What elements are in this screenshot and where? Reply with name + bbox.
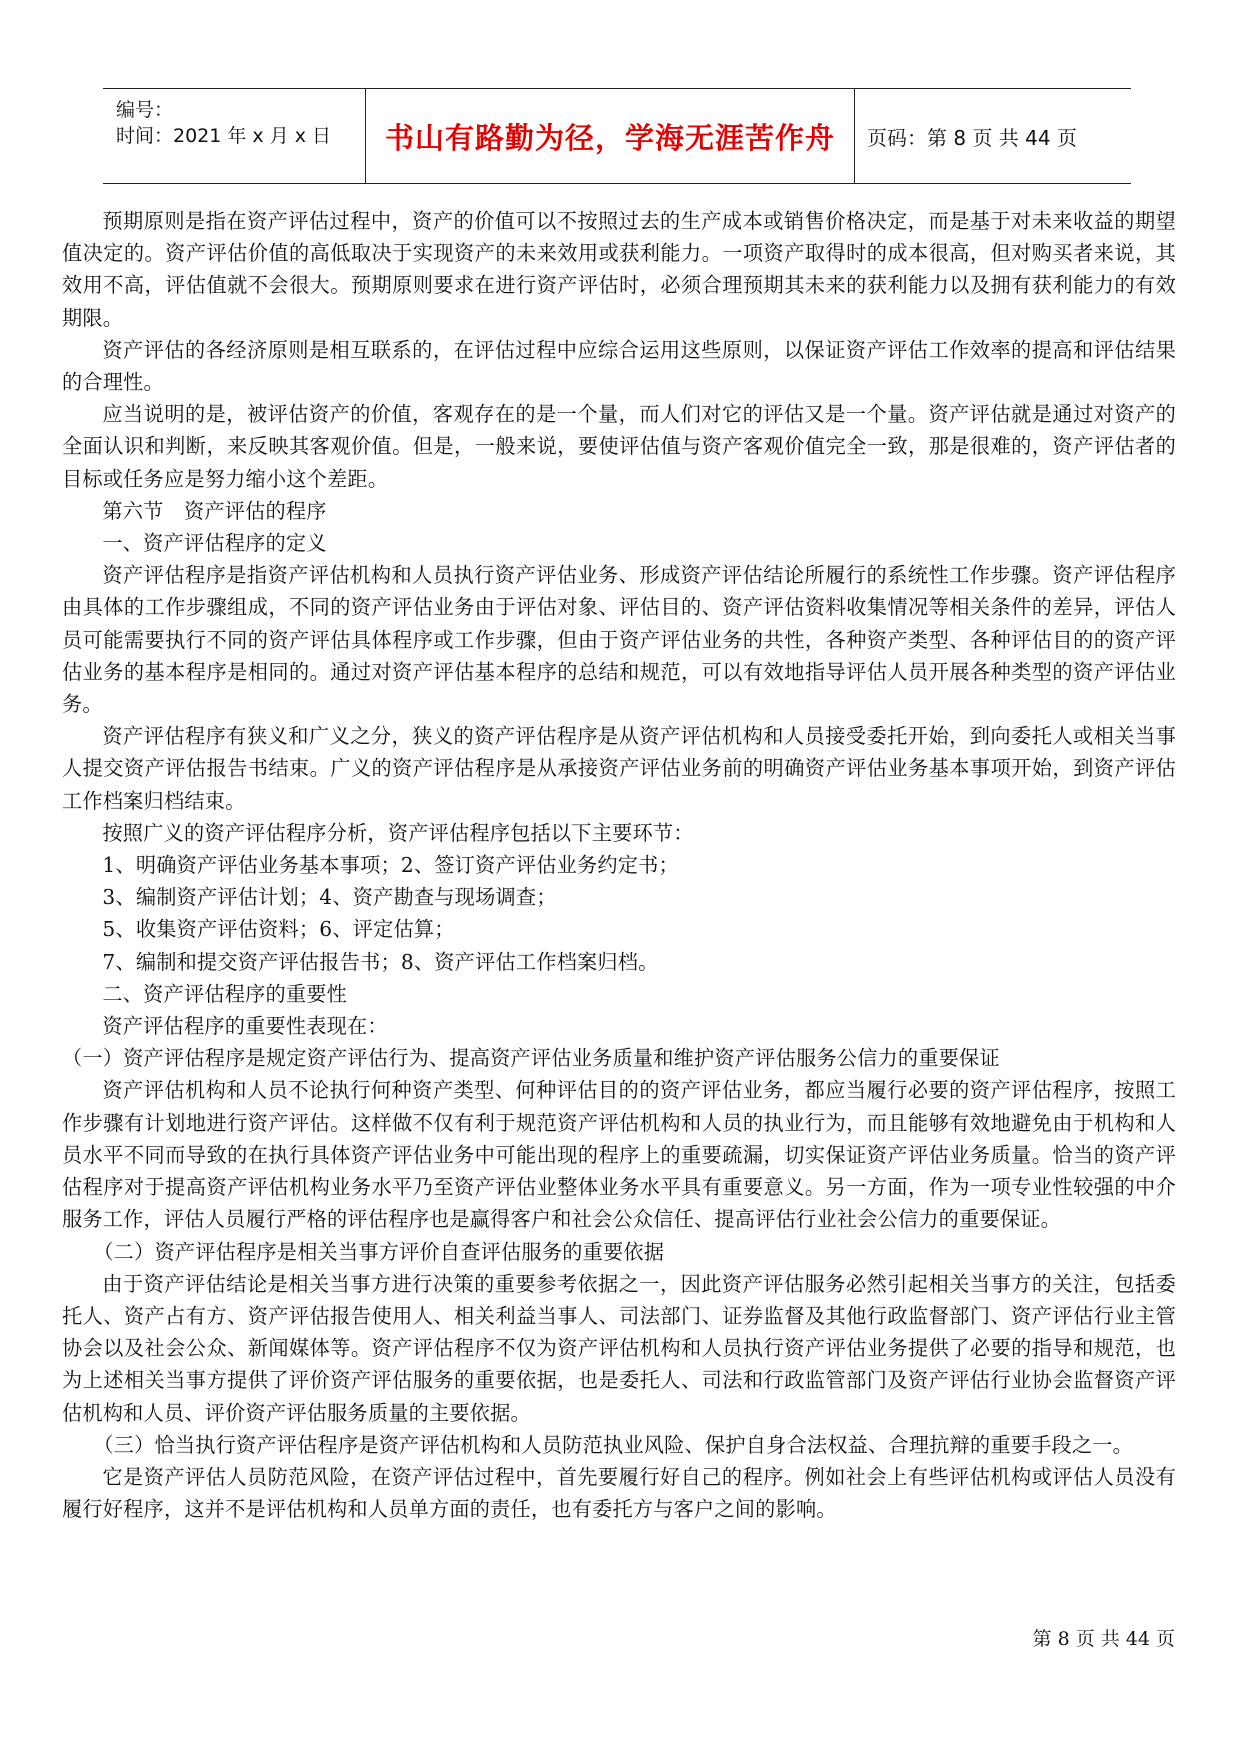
paragraph: 资产评估程序的重要性表现在： bbox=[102, 1014, 388, 1039]
header-motto: 书山有路勤为径，学海无涯苦作舟 bbox=[384, 120, 835, 155]
page-footer: 第 8 页 共 44 页 bbox=[1032, 1628, 1175, 1650]
page-header bbox=[103, 88, 1131, 184]
serial-label: 编号： bbox=[116, 99, 174, 121]
list-item: 5、收集资产评估资料；6、评定估算； bbox=[102, 917, 455, 942]
paragraph: 按照广义的资产评估程序分析，资产评估程序包括以下主要环节： bbox=[102, 820, 694, 845]
paragraph: 资产评估的各经济原则是相互联系的，在评估过程中应综合运用这些原则，以保证资产评估工作效率的提高和评估结果的合理性。 bbox=[62, 337, 1176, 395]
subsection-heading: 二、资产评估程序的重要性 bbox=[102, 981, 348, 1006]
header-left-cell bbox=[103, 89, 365, 183]
paragraph: 它是资产评估人员防范风险，在资产评估过程中，首先要履行好自己的程序。例如社会上有些评估机构或评估人员没有履行好程序，这并不是评估机构和人员单方面的责任，也有委托方与客户之间的影响。 bbox=[62, 1464, 1176, 1522]
paragraph: 由于资产评估结论是相关当事方进行决策的重要参考依据之一，因此资产评估服务必然引起相关当事方的关注，包括委托人、资产占有方、资产评估报告使用人、相关利益当事人、司法部门、证券监督及其他行政监督部门、资产评估行业主管协会以及社会公众、新闻媒体等。资产评估程序不仅为资产评估机构和人员执行资产评估业务提供了必要的指导和规范，也为上述相关当事方提供了评价资产评估服务的重要依据，也是委托人、司法和行政监管部门及资产评估行业协会监督资产评估机构和人员、评价资产评估服务质量的主要依据。 bbox=[62, 1271, 1176, 1425]
section-heading: 第六节 资产评估的程序 bbox=[102, 498, 327, 523]
list-item: 7、编制和提交资产评估报告书；8、资产评估工作档案归档。 bbox=[102, 949, 659, 974]
list-item: 1、明确资产评估业务基本事项；2、签订资产评估业务约定书； bbox=[102, 853, 679, 878]
header-right-cell bbox=[855, 89, 1131, 183]
paragraph: 资产评估程序有狭义和广义之分，狭义的资产评估程序是从资产评估机构和人员接受委托开始，到向委托人或相关当事人提交资产评估报告书结束。广义的资产评估程序是从承接资产评估业务前的明确资产评估业务基本事项开始，到资产评估工作档案归档结束。 bbox=[62, 724, 1176, 813]
header-page-info: 页码：第 8 页 共 44 页 bbox=[867, 125, 1077, 150]
subsection-heading: 一、资产评估程序的定义 bbox=[102, 531, 327, 556]
point-heading: （三）恰当执行资产评估程序是资产评估机构和人员防范执业风险、保护自身合法权益、合理抗辩的重要手段之一。 bbox=[93, 1432, 1134, 1457]
list-item: 3、编制资产评估计划；4、资产勘查与现场调查； bbox=[102, 885, 557, 910]
paragraph: 资产评估程序是指资产评估机构和人员执行资产评估业务、形成资产评估结论所履行的系统性工作步骤。资产评估程序由具体的工作步骤组成，不同的资产评估业务由于评估对象、评估目的、资产评估资料收集情况等相关条件的差异，评估人员可能需要执行不同的资产评估具体程序或工作步骤，但由于资产评估业务的共性，各种资产类型、各种评估目的的资产评估业务的基本程序是相同的。通过对资产评估基本程序的总结和规范，可以有效地指导评估人员开展各种类型的资产评估业务。 bbox=[62, 563, 1176, 717]
time-label: 时间：2021 年 x 月 x 日 bbox=[116, 125, 332, 147]
document-body bbox=[62, 205, 1176, 1525]
header-motto-cell bbox=[365, 89, 855, 183]
paragraph: 资产评估机构和人员不论执行何种资产类型、何种评估目的的资产评估业务，都应当履行必要的资产评估程序，按照工作步骤有计划地进行资产评估。这样做不仅有利于规范资产评估机构和人员的执业行为，而且能够有效地避免由于机构和人员水平不同而导致的在执行具体资产评估业务中可能出现的程序上的重要疏漏，切实保证资产评估业务质量。恰当的资产评估程序对于提高资产评估机构业务水平乃至资产评估业整体业务水平具有重要意义。另一方面，作为一项专业性较强的中介服务工作，评估人员履行严格的评估程序也是赢得客户和社会公众信任、提高评估行业社会公信力的重要保证。 bbox=[62, 1078, 1176, 1232]
paragraph: 应当说明的是，被评估资产的价值，客观存在的是一个量，而人们对它的评估又是一个量。资产评估就是通过对资产的全面认识和判断，来反映其客观价值。但是，一般来说，要使评估值与资产客观价值完全一致，那是很难的，资产评估者的目标或任务应是努力缩小这个差距。 bbox=[62, 402, 1176, 491]
point-heading: （一）资产评估程序是规定资产评估行为、提高资产评估业务质量和维护资产评估服务公信力的重要保证 bbox=[62, 1046, 1000, 1071]
paragraph: 预期原则是指在资产评估过程中，资产的价值可以不按照过去的生产成本或销售价格决定，而是基于对未来收益的期望值决定的。资产评估价值的高低取决于实现资产的未来效用或获利能力。一项资产取得时的成本很高，但对购买者来说，其效用不高，评估值就不会很大。预期原则要求在进行资产评估时，必须合理预期其未来的获利能力以及拥有获利能力的有效期限。 bbox=[62, 209, 1176, 330]
point-heading: （二）资产评估程序是相关当事方评价自查评估服务的重要依据 bbox=[93, 1239, 665, 1264]
